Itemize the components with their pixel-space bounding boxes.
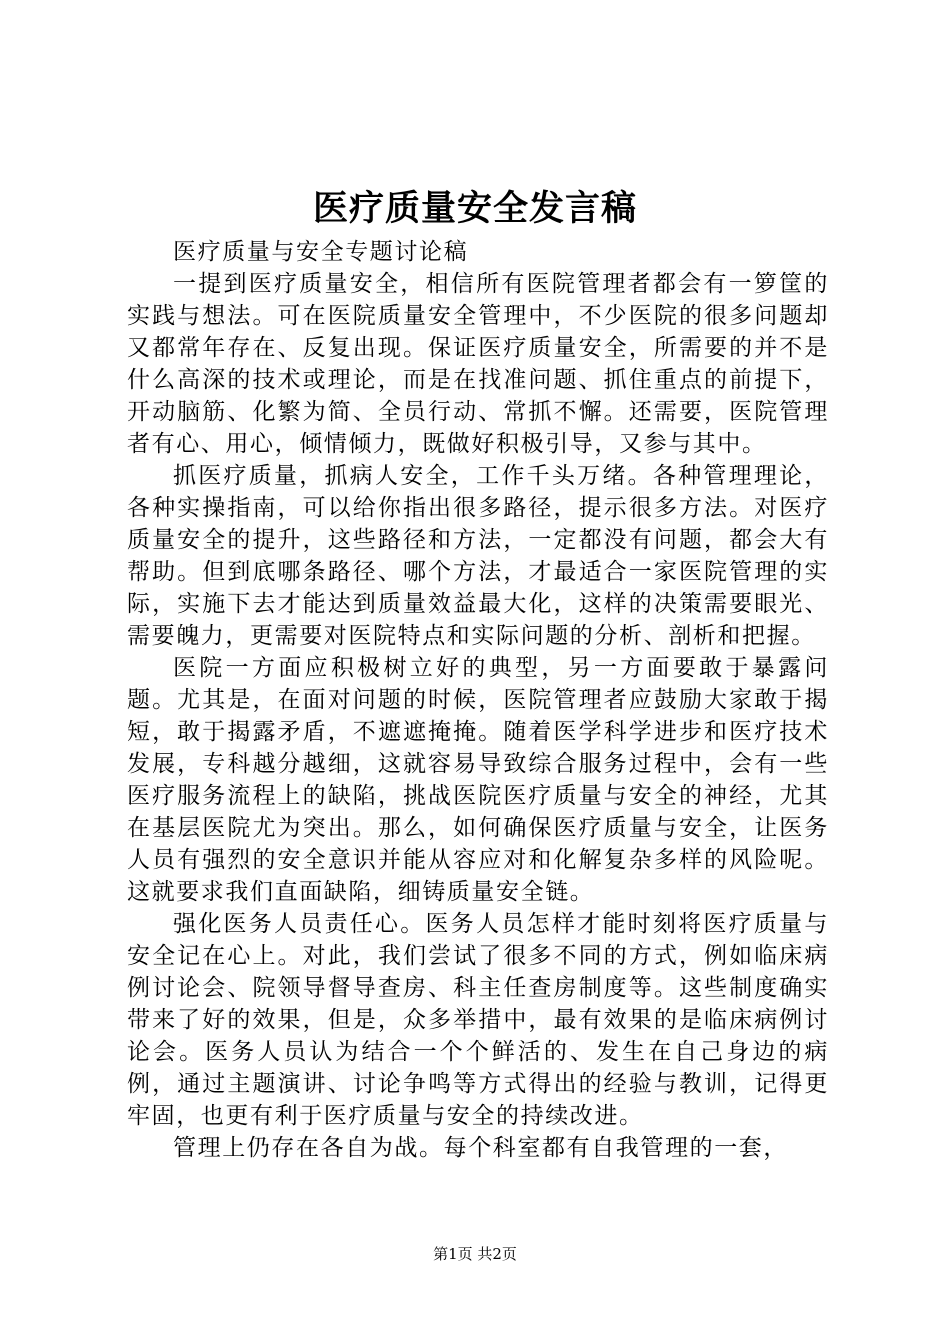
document-body (127, 236, 829, 1164)
paragraph-3: 医院一方面应积极树立好的典型，另一方面要敢于暴露问题。尤其是，在面对问题的时候，医院管理者应鼓励大家敢于揭短，敢于揭露矛盾，不遮遮掩掩。随着医学科学进步和医疗技术发展，专科越分越细，这就容易导致综合服务过程中，会有一些医疗服务流程上的缺陷，挑战医院医疗质量与安全的神经，尤其在基层医院尤为突出。那么，如何确保医疗质量与安全，让医务人员有强烈的安全意识并能从容应对和化解复杂多样的风险呢。这就要求我们直面缺陷，细铸质量安全链。 (127, 655, 829, 905)
paragraph-2: 抓医疗质量，抓病人安全，工作千头万绪。各种管理理论，各种实操指南，可以给你指出很多路径，提示很多方法。对医疗质量安全的提升，这些路径和方法，一定都没有问题，都会大有帮助。但到底哪条路径、哪个方法，才最适合一家医院管理的实际，实施下去才能达到质量效益最大化，这样的决策需要眼光、需要魄力，更需要对医院特点和实际问题的分析、剖析和把握。 (127, 463, 829, 649)
paragraph-1: 一提到医疗质量安全，相信所有医院管理者都会有一箩筐的实践与想法。可在医院质量安全管理中，不少医院的很多问题却又都常年存在、反复出现。保证医疗质量安全，所需要的并不是什么高深的技术或理论，而是在找准问题、抓住重点的前提下，开动脑筋、化繁为简、全员行动、常抓不懈。还需要，医院管理者有心、用心，倾情倾力，既做好积极引导，又参与其中。 (127, 271, 829, 457)
paragraph-4: 强化医务人员责任心。医务人员怎样才能时刻将医疗质量与安全记在心上。对此，我们尝试了很多不同的方式，例如临床病例讨论会、院领导督导查房、科主任查房制度等。这些制度确实带来了好的效果，但是，众多举措中，最有效果的是临床病例讨论会。医务人员认为结合一个个鲜活的、发生在自己身边的病例，通过主题演讲、讨论争鸣等方式得出的经验与教训，记得更牢固，也更有利于医疗质量与安全的持续改进。 (127, 911, 829, 1129)
page-number-footer: 第1页 共2页 (433, 1245, 517, 1263)
page-title: 医疗质量安全发言稿 (312, 188, 637, 229)
paragraph-5: 管理上仍存在各自为战。每个科室都有自我管理的一套， (173, 1135, 788, 1161)
subtitle-line: 医疗质量与安全专题讨论稿 (173, 239, 469, 265)
